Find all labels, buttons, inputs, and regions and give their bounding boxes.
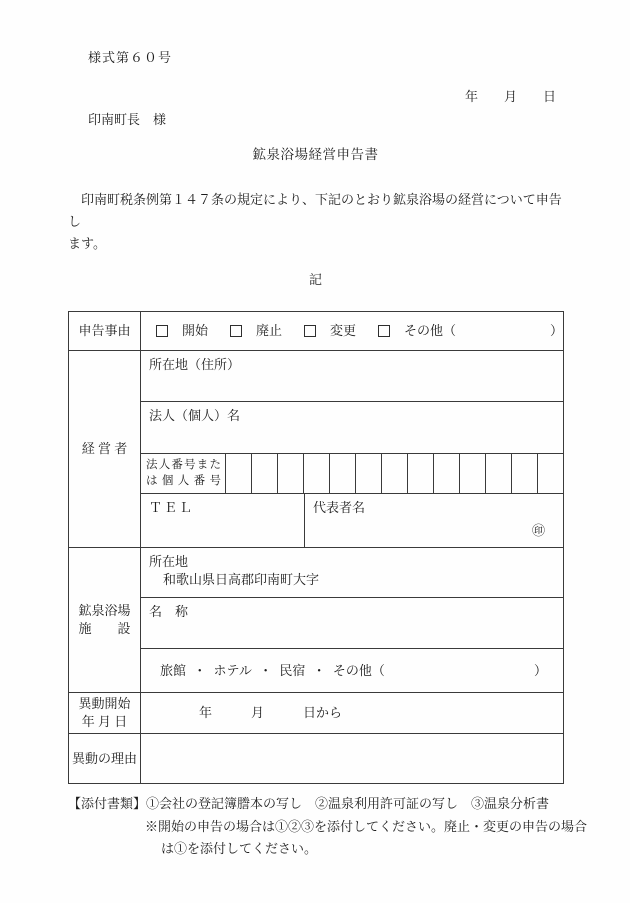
number-digit-cell	[381, 454, 407, 493]
facility-address-label: 所在地	[149, 554, 189, 569]
page-title: 鉱泉浴場経営申告書	[252, 147, 379, 162]
row-label-facility	[69, 548, 141, 693]
change-reason-blank-cell	[141, 734, 564, 784]
option-change-label: 変更	[330, 323, 357, 338]
start-date-label-line2: 年 月 日	[81, 714, 128, 729]
number-digit-cell	[226, 454, 251, 493]
checkbox-change-icon[interactable]	[304, 325, 316, 337]
corporate-number-label-line2: は個人番号	[146, 475, 221, 487]
checkbox-other-icon[interactable]	[378, 325, 390, 337]
representative-cell	[305, 494, 563, 547]
option-change	[304, 322, 356, 340]
addressee: 印南町長 様	[88, 112, 167, 127]
attachments-note	[68, 793, 588, 861]
number-digit-cell	[485, 454, 511, 493]
operator-name-cell: 法人（個人）名	[141, 402, 564, 454]
option-abolish-label: 廃止	[256, 323, 283, 338]
facility-type-paren-close: ）	[533, 662, 547, 678]
row-label-operator: 経 営 者	[69, 351, 141, 548]
corporate-number-label-line1: 法人番号また	[146, 459, 221, 471]
date-line: 年 月 日	[464, 89, 556, 104]
start-date-cell	[141, 693, 564, 734]
attachments-line2: ※開始の申告の場合は①②③を添付してください。廃止・変更の申告の場合	[145, 818, 588, 834]
corporate-number-grid	[226, 454, 563, 493]
number-digit-cell	[537, 454, 563, 493]
form-table	[68, 311, 564, 784]
number-digit-cell	[355, 454, 381, 493]
paren-close: ）	[549, 323, 563, 338]
facility-label-line1: 鉱泉浴場	[78, 603, 131, 618]
facility-address-cell	[141, 548, 564, 598]
corporate-number-label	[141, 454, 226, 493]
facility-label-line2: 施 設	[78, 621, 131, 636]
number-digit-cell	[511, 454, 537, 493]
row-label-change-reason: 異動の理由	[69, 734, 141, 784]
option-abolish	[230, 322, 282, 340]
option-other-label: その他（	[404, 323, 457, 338]
facility-type-cell	[141, 649, 564, 693]
start-date-value: 年 月 日から	[199, 705, 343, 720]
number-digit-cell	[329, 454, 355, 493]
facility-type-options: 旅館 ・ ホテル ・ 民宿 ・ その他（	[160, 662, 385, 678]
row-label-declaration-reason: 申告事由	[69, 312, 141, 351]
option-other	[378, 322, 456, 340]
number-digit-cell	[433, 454, 459, 493]
intro-line-1: 印南町税条例第１４７条の規定により、下記のとおり鉱泉浴場の経営について申告し	[68, 192, 562, 229]
number-digit-cell	[277, 454, 303, 493]
ki-heading: 記	[308, 272, 322, 287]
number-digit-cell	[407, 454, 433, 493]
tel-label: ＴＥＬ	[141, 494, 305, 547]
representative-label: 代表者名	[313, 500, 366, 515]
number-digit-cell	[459, 454, 485, 493]
checkbox-abolish-icon[interactable]	[230, 325, 242, 337]
intro-paragraph	[68, 189, 566, 255]
seal-mark-icon: ㊞	[531, 523, 545, 538]
number-digit-cell	[303, 454, 329, 493]
attachments-line3: は①を添付してください。	[161, 841, 318, 856]
row-label-start-date	[69, 693, 141, 734]
option-start	[156, 322, 208, 340]
attachments-line1: 【添付書類】①会社の登記簿謄本の写し ②温泉利用許可証の写し ③温泉分析書	[68, 796, 550, 811]
number-digit-cell	[251, 454, 277, 493]
checkbox-start-icon[interactable]	[156, 325, 168, 337]
option-start-label: 開始	[182, 323, 209, 338]
operator-tel-rep-cell	[141, 494, 564, 548]
declaration-options-cell	[141, 312, 564, 351]
operator-address-cell: 所在地（住所）	[141, 351, 564, 402]
start-date-label-line1: 異動開始	[78, 696, 131, 711]
form-number: 様式第６０号	[88, 50, 173, 65]
declaration-options	[141, 312, 563, 350]
facility-name-cell: 名 称	[141, 598, 564, 649]
operator-number-cell	[141, 454, 564, 494]
facility-address-value: 和歌山県日高郡印南町大字	[163, 572, 320, 587]
intro-line-2: ます。	[68, 236, 106, 251]
